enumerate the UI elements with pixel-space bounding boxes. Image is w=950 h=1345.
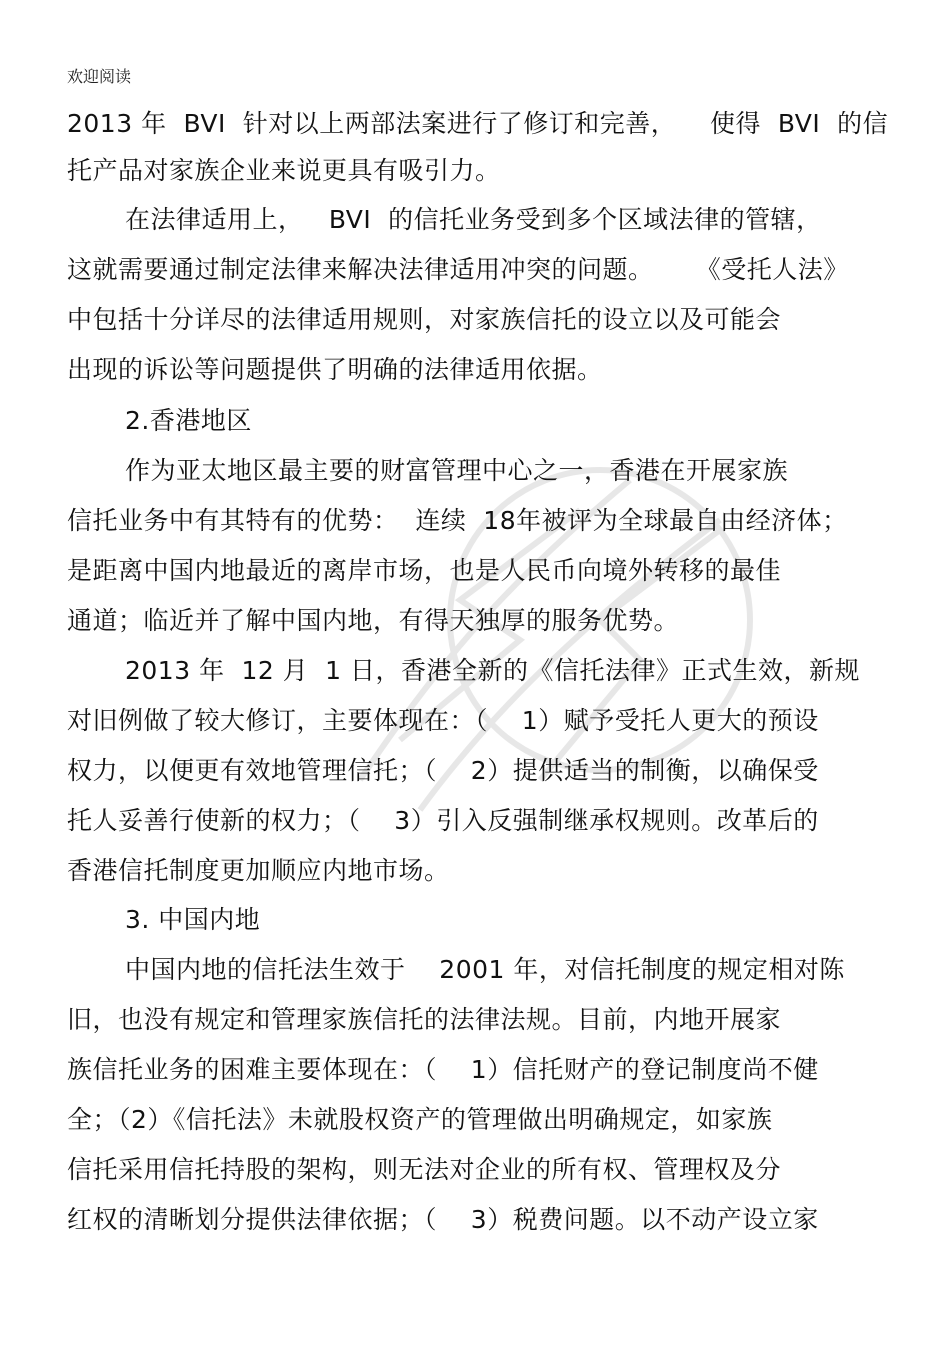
text-line: 对旧例做了较大修订，主要体现在：（ 1）赋予受托人更大的预设	[67, 706, 819, 735]
text-line: 托人妥善行使新的权力；（ 3）引入反强制继承权规则。改革后的	[67, 806, 819, 835]
text-line: 通道；临近并了解中国内地，有得天独厚的服务优势。	[67, 606, 680, 635]
text-line: 2013 年 BVI 针对以上两部法案进行了修订和完善， 使得 BVI 的信	[67, 109, 889, 138]
text-line: 出现的诉讼等问题提供了明确的法律适用依据。	[67, 355, 603, 384]
text-line: 托产品对家族企业来说更具有吸引力。	[67, 156, 501, 185]
text-line: 权力，以便更有效地管理信托；（ 2）提供适当的制衡，以确保受	[67, 756, 819, 785]
text-line: 旧，也没有规定和管理家族信托的法律法规。目前，内地开展家	[67, 1005, 782, 1034]
text-line: 族信托业务的困难主要体现在：（ 1）信托财产的登记制度尚不健	[67, 1055, 819, 1084]
text-line: 中国内地的信托法生效于 2001 年，对信托制度的规定相对陈	[125, 955, 845, 984]
text-line: 信托采用信托持股的架构，则无法对企业的所有权、管理权及分	[67, 1155, 782, 1184]
section-heading: 3. 中国内地	[125, 905, 261, 934]
text-line: 作为亚太地区最主要的财富管理中心之一，香港在开展家族	[125, 456, 789, 485]
text-line: 2013 年 12 月 1 日，香港全新的《信托法律》正式生效，新规	[125, 656, 860, 685]
text-line: 红权的清晰划分提供法律依据；（ 3）税费问题。以不动产设立家	[67, 1205, 819, 1234]
text-line: 信托业务中有其特有的优势： 连续 18年被评为全球最自由经济体；	[67, 506, 848, 535]
page-header: 欢迎阅读	[67, 67, 132, 86]
text-line: 是距离中国内地最近的离岸市场，也是人民币向境外转移的最佳	[67, 556, 782, 585]
text-line: 中包括十分详尽的法律适用规则，对家族信托的设立以及可能会	[67, 305, 782, 334]
text-line: 这就需要通过制定法律来解决法律适用冲突的问题。 《受托人法》	[67, 255, 849, 284]
text-line: 全；（2）《信托法》未就股权资产的管理做出明确规定，如家族	[67, 1105, 773, 1134]
text-line: 香港信托制度更加顺应内地市场。	[67, 856, 450, 885]
text-line: 在法律适用上， BVI 的信托业务受到多个区域法律的管辖，	[125, 205, 822, 234]
section-heading: 2.香港地区	[125, 406, 252, 435]
